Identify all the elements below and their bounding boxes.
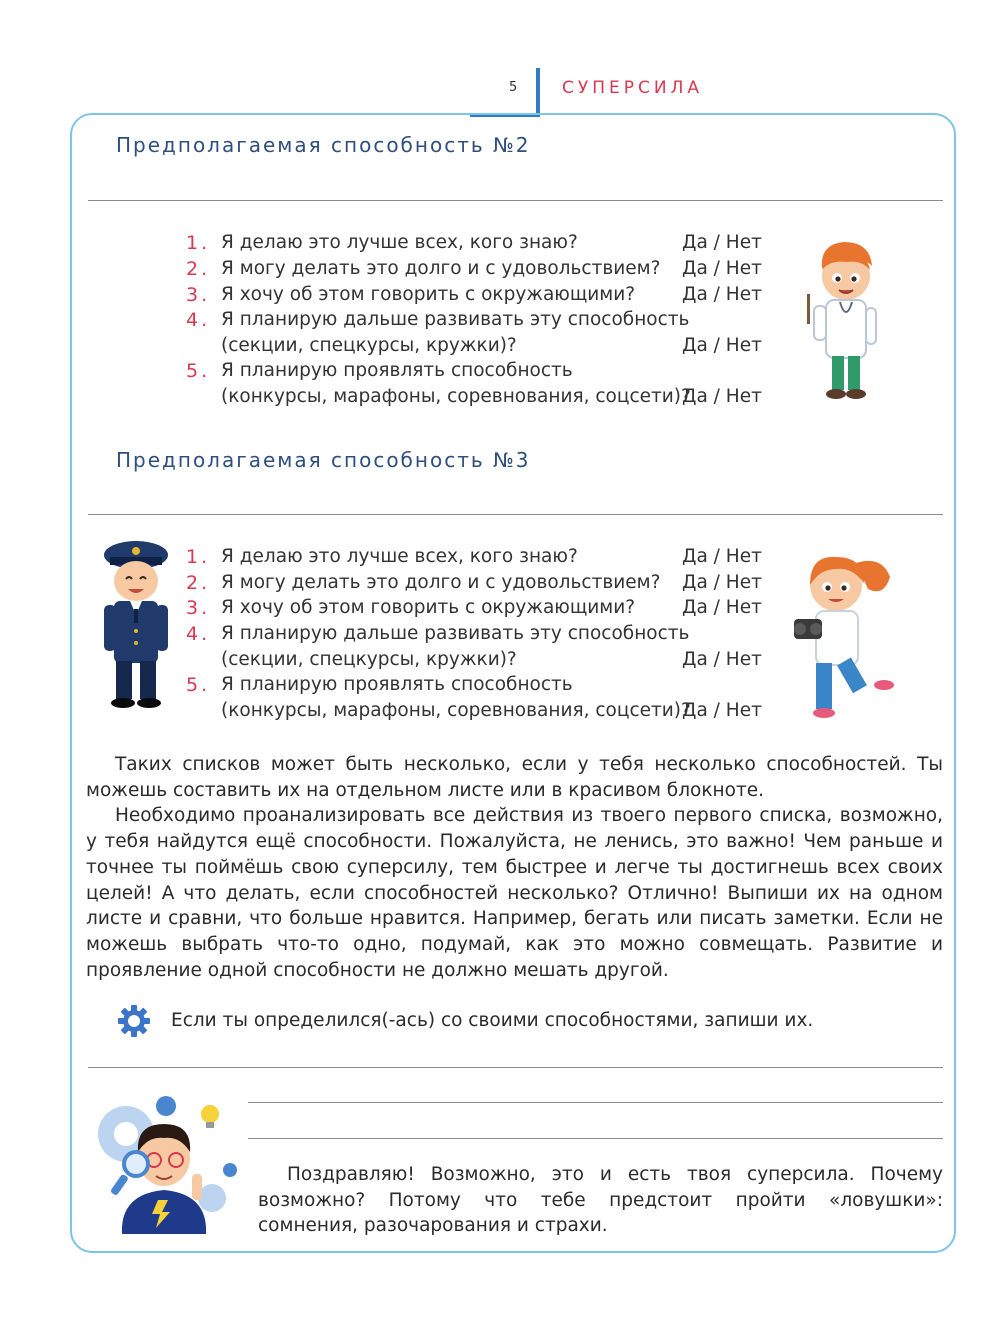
- section-title-3: Предполагаемая способность №3: [116, 448, 531, 472]
- question-number: 1.: [186, 232, 211, 254]
- question-text: Я могу делать это долго и с удовольствием?: [221, 258, 661, 279]
- question-number: 3.: [186, 284, 211, 306]
- doctor-boy-illustration: [800, 238, 885, 403]
- question-number: 5.: [186, 674, 211, 696]
- question-number: 2.: [186, 258, 211, 280]
- answer-line[interactable]: [88, 200, 943, 201]
- yes-no-answer[interactable]: Да / Нет: [682, 597, 762, 618]
- answer-line[interactable]: [88, 514, 943, 515]
- question-text: Я планирую проявлять способность: [221, 360, 573, 381]
- question-text-cont: (конкурсы, марафоны, соревнования, соцсети)?: [221, 386, 691, 407]
- answer-line[interactable]: [248, 1138, 943, 1139]
- question-text: Я хочу об этом говорить с окружающими?: [221, 597, 636, 618]
- question-number: 5.: [186, 360, 211, 382]
- header-divider: [536, 68, 540, 116]
- question-text: Я планирую дальше развивать эту способность: [221, 623, 690, 644]
- yes-no-answer[interactable]: Да / Нет: [682, 572, 762, 593]
- yes-no-answer[interactable]: Да / Нет: [682, 335, 762, 356]
- yes-no-answer[interactable]: Да / Нет: [682, 649, 762, 670]
- question-number: 4.: [186, 623, 211, 645]
- question-number: 1.: [186, 546, 211, 568]
- paragraph: Необходимо проанализировать все действия из твоего первого списка, возможно, у тебя найдутся ещё способности. Пожалуйста, не ленись, это важно! Чем раньше и точнее ты поймёшь свою суперсилу, тем быстрее и легче ты достигнешь всех своих целей! А что делать, если способностей несколько? Отлично! Выпиши их на одном листе и сравни, что больше нравится. Например, бегать или писать заметки. Если не можешь выбрать что-то одно, подумай, как это можно совмещать. Развитие и проявление одной способности не должно мешать другой.: [86, 805, 943, 981]
- yes-no-answer[interactable]: Да / Нет: [682, 386, 762, 407]
- answer-line[interactable]: [248, 1102, 943, 1103]
- question-text: Я планирую дальше развивать эту способность: [221, 309, 690, 330]
- thinking-boy-gears-illustration: [92, 1094, 242, 1234]
- question-number: 3.: [186, 597, 211, 619]
- question-text: Я делаю это лучше всех, кого знаю?: [221, 232, 578, 253]
- yes-no-answer[interactable]: Да / Нет: [682, 284, 762, 305]
- yes-no-answer[interactable]: Да / Нет: [682, 232, 762, 253]
- instruction-text: Если ты определился(-ась) со своими способностями, запиши их.: [171, 1010, 814, 1031]
- question-text-cont: (секции, спецкурсы, кружки)?: [221, 335, 517, 356]
- question-text-cont: (секции, спецкурсы, кружки)?: [221, 649, 517, 670]
- pilot-boy-illustration: [96, 535, 176, 710]
- question-number: 4.: [186, 309, 211, 331]
- yes-no-answer[interactable]: Да / Нет: [682, 258, 762, 279]
- chapter-title: СУПЕРСИЛА: [562, 78, 704, 98]
- page-number: 5: [509, 80, 518, 95]
- yes-no-answer[interactable]: Да / Нет: [682, 546, 762, 567]
- body-text: [86, 752, 943, 983]
- question-text: Я хочу об этом говорить с окружающими?: [221, 284, 636, 305]
- question-text: Я могу делать это долго и с удовольствием?: [221, 572, 661, 593]
- paragraph: Таких списков может быть несколько, если у тебя несколько способностей. Ты можешь составить их на отдельном листе или в красивом блокноте.: [86, 754, 943, 801]
- question-text: Я планирую проявлять способность: [221, 674, 573, 695]
- final-paragraph: Поздравляю! Возможно, это и есть твоя суперсила. Почему возможно? Потому что тебе предстоит пройти «ловушки»: сомнения, разочарования и страхи.: [258, 1164, 943, 1237]
- photographer-girl-illustration: [786, 545, 898, 723]
- question-text-cont: (конкурсы, марафоны, соревнования, соцсети)?: [221, 700, 691, 721]
- gear-icon: [117, 1004, 151, 1038]
- yes-no-answer[interactable]: Да / Нет: [682, 700, 762, 721]
- section-title-2: Предполагаемая способность №2: [116, 133, 531, 157]
- answer-line[interactable]: [88, 1067, 943, 1068]
- question-number: 2.: [186, 572, 211, 594]
- question-text: Я делаю это лучше всех, кого знаю?: [221, 546, 578, 567]
